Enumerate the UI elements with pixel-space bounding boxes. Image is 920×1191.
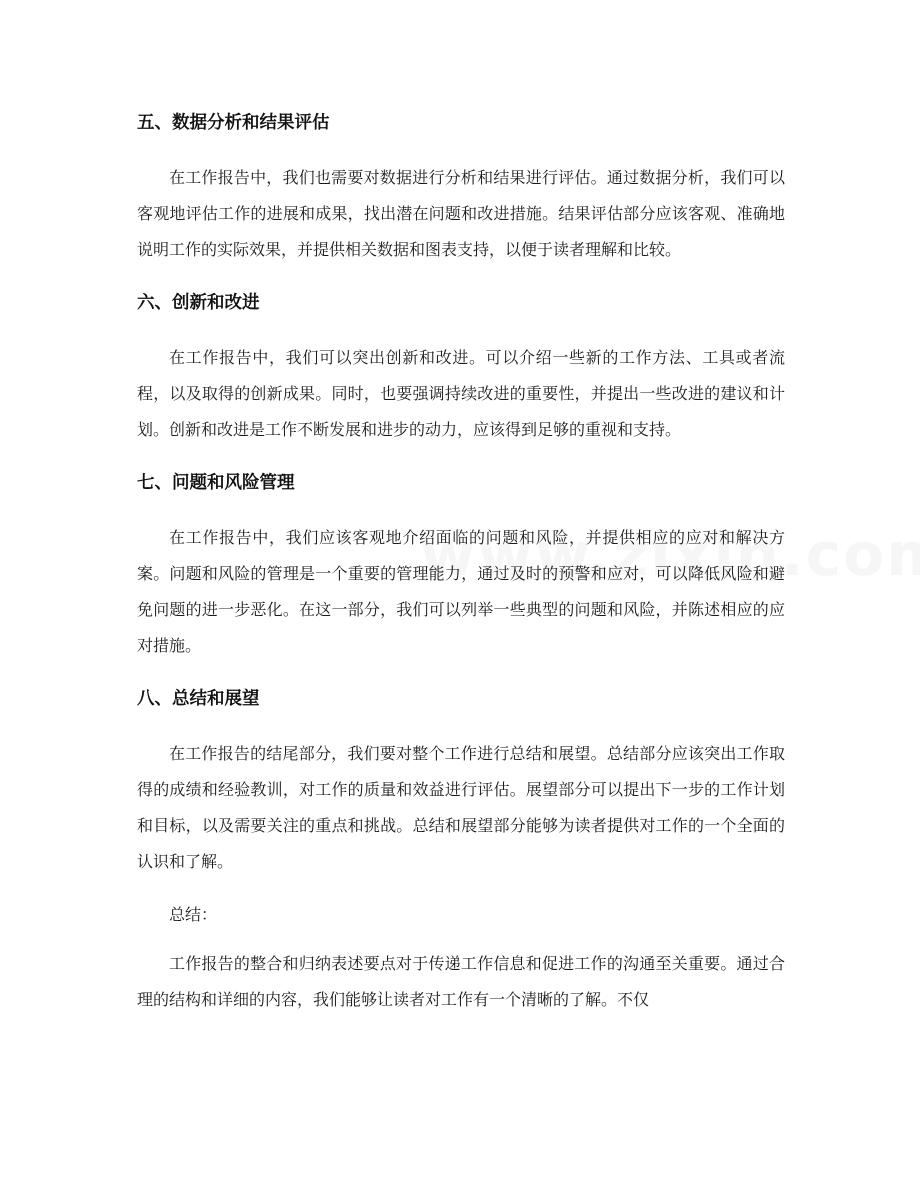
summary-paragraph: 工作报告的整合和归纳表述要点对于传递工作信息和促进工作的沟通至关重要。通过合理的结构和详细的内容，我们能够让读者对工作有一个清晰的了解。不仅 bbox=[137, 954, 785, 1009]
section-paragraph-8: 在工作报告的结尾部分，我们要对整个工作进行总结和展望。总结部分应该突出工作取得的成绩和经验教训，对工作的质量和效益进行评估。展望部分可以提出下一步的工作计划和目标，以及需要关注的重点和挑战。总结和展望部分能够为读者提供对工作的一个全面的认识和了解。 bbox=[137, 744, 785, 871]
section-paragraph-5: 在工作报告中，我们也需要对数据进行分析和结果进行评估。通过数据分析，我们可以客观地评估工作的进展和成果，找出潜在问题和改进措施。结果评估部分应该客观、准确地说明工作的实际效果，并提供相关数据和图表支持，以便于读者理解和比较。 bbox=[137, 168, 785, 259]
section-heading-5: 五、数据分析和结果评估 bbox=[137, 113, 330, 133]
document-body bbox=[137, 106, 785, 1036]
section-heading-7: 七、问题和风险管理 bbox=[137, 473, 295, 493]
section-paragraph-7: 在工作报告中，我们应该客观地介绍面临的问题和风险，并提供相应的应对和解决方案。问题和风险的管理是一个重要的管理能力，通过及时的预警和应对，可以降低风险和避免问题的进一步恶化。在这一部分，我们可以列举一些典型的问题和风险，并陈述相应的应对措施。 bbox=[137, 528, 785, 655]
section-heading-8: 八、总结和展望 bbox=[137, 689, 260, 709]
summary-label: 总结： bbox=[169, 905, 218, 924]
section-paragraph-6: 在工作报告中，我们可以突出创新和改进。可以介绍一些新的工作方法、工具或者流程，以及取得的创新成果。同时，也要强调持续改进的重要性，并提出一些改进的建议和计划。创新和改进是工作不断发展和进步的动力，应该得到足够的重视和支持。 bbox=[137, 348, 785, 439]
section-heading-6: 六、创新和改进 bbox=[137, 293, 260, 313]
